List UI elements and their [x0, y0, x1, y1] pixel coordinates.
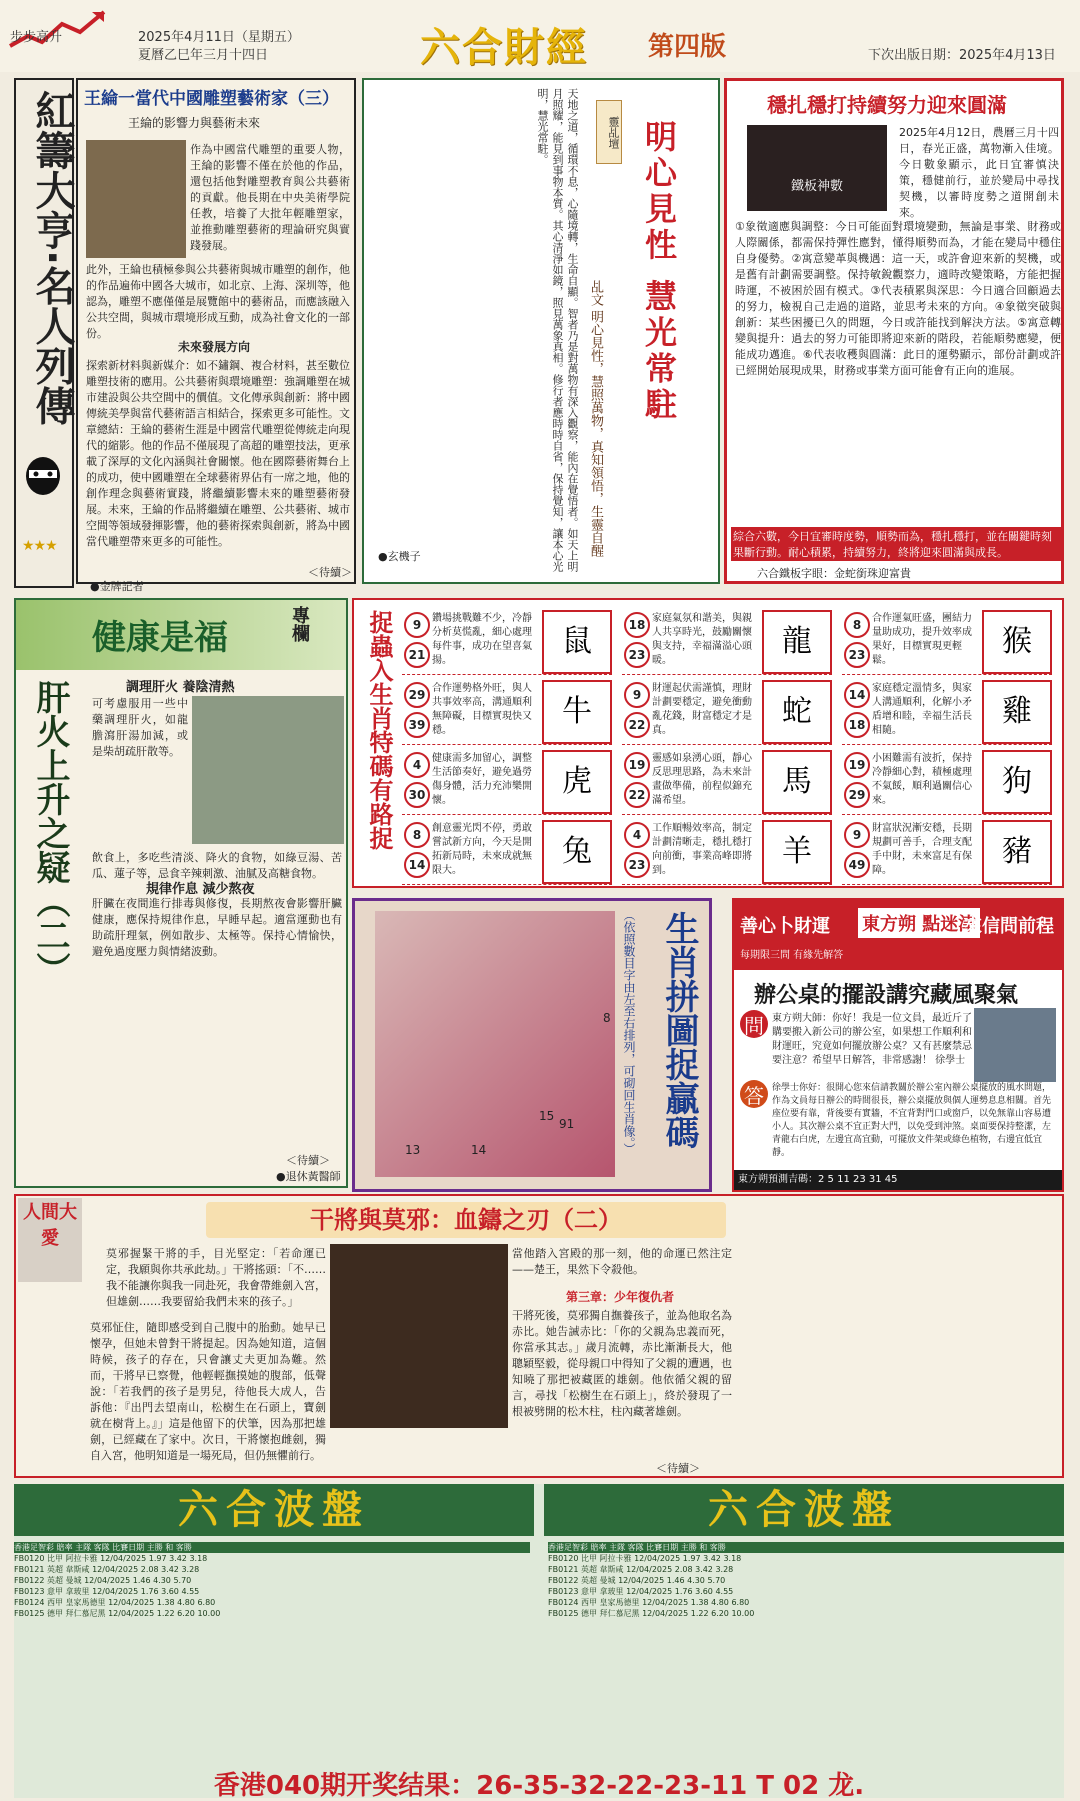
odds-table-left — [14, 1542, 530, 1619]
master-photo — [974, 1008, 1056, 1082]
zodiac-animal: 猴 — [982, 610, 1052, 674]
story-title: 干將與莫邪：血鑄之刃（二） — [206, 1202, 726, 1238]
zodiac-text: 工作順暢效率高，制定計劃清晰走，穩扎穩打向前衝，事業高峰即將到。 — [652, 823, 752, 876]
zodiac-text: 健康需多加留心，調整生活節奏好，避免過勞傷身體，活力充沛樂開懷。 — [432, 753, 532, 806]
article-paragraph: ①象徵適應與調整：今日可能面對環境變動，無論是事業、財務或人際關係，都需保持彈性應對，懂得順勢而為，才能在變局中穩住自身優勢。②寓意變革與機遇：這一天，或許會迎來新的契機，或是舊有計劃需要調整。保持敏銳觀察力，適時改變策略，方能把握時運，不被困於固有模式。③代表積累與深思：今日適合回顧過去的努力，檢視自己走過的道路，並思考未來的方向。④象徵突破與創新：某些困擾已久的問題，今日或許能找到解決方法。⑤寓意轉變與提升：過去的努力可能即將迎來新的階段，若能順勢應變，便能成功邁進。⑥代表收穫與圓滿：此日的運勢顯示，部份計劃或許已經開始展現成果，財務或事業方面可能會有正向的進展。 — [735, 220, 1061, 377]
zodiac-animal: 雞 — [982, 680, 1052, 744]
zodiac-animal: 羊 — [762, 820, 832, 884]
zodiac-number: 14 — [404, 852, 430, 878]
zodiac-text: 鑽場挑戰難不少，冷靜分析莫慌亂，細心處理每件事，成功在望喜氣揚。 — [432, 613, 532, 666]
zodiac-number: 21 — [404, 642, 430, 668]
article-author: ●退休黃醫師 — [276, 1170, 341, 1183]
oracle-poem: 乩文 明心見性，慧照萬物，真知領悟，生靈自醒 — [588, 280, 603, 558]
zodiac-text: 創意靈光閃不停，勇敢嘗試新方向，今天是開拓新局時，未來成就無限大。 — [432, 823, 532, 876]
puzzle-grid[interactable] — [375, 911, 615, 1177]
zodiac-number: 18 — [624, 612, 650, 638]
celebrity-banner — [14, 78, 74, 588]
legend-story — [14, 1194, 1064, 1478]
consult-label-2: 東方朔 點迷津 — [858, 908, 980, 938]
puzzle-subtitle: （依照數目字由左至右排列，可砌回生肖像。） — [622, 909, 636, 1155]
consult-header — [734, 900, 1062, 970]
question-badge: 問 — [740, 1010, 768, 1038]
story-paragraph: 當他踏入宮殿的那一刻，他的命運已然注定——楚王，果然下令殺他。 — [512, 1247, 732, 1276]
spiritual-article — [362, 78, 720, 584]
edition-label: 第四版 — [648, 32, 727, 62]
zodiac-number: 18 — [844, 712, 870, 738]
article-heading: 未來發展方向 — [178, 340, 251, 354]
abacus-image — [747, 125, 887, 211]
story-paragraph: 莫邪握緊干將的手，目光堅定：「若命運已定，我願與你共承此劫。」干將搖頭：「不……我不能讓你與我一同赴死，我會帶維劍入宮，但雄劍……我要留給我們未來的孩子。」 — [106, 1247, 326, 1308]
article-author: ●金牌記者 — [90, 580, 144, 593]
to-be-continued: ＜待續＞ — [656, 1462, 700, 1475]
zodiac-number: 29 — [844, 782, 870, 808]
story-side-label: 人間大愛 — [18, 1198, 82, 1282]
zodiac-animal: 狗 — [982, 750, 1052, 814]
article-paragraph: 作為中國當代雕塑的重要人物，王綸的影響不僅在於他的作品，還包括他對雕塑教育與公共藝術的貢獻。他長期在中央美術學院任教，培養了大批年輕雕塑家，並推動雕塑藝術的理論研究與實踐發展。 — [190, 143, 350, 252]
table-row: FB0123 意甲 拿玻里 12/04/2025 1.76 3.60 4.55 — [14, 1587, 200, 1596]
zodiac-number: 19 — [624, 752, 650, 778]
story-chapter: 第三章：少年復仇者 — [566, 1290, 675, 1304]
logo-text: 步步高升 — [10, 30, 63, 45]
page-header — [0, 0, 1080, 72]
zodiac-puzzle — [352, 898, 712, 1192]
article-paragraph: 飲食上，多吃些清淡、降火的食物，如綠豆湯、苦瓜、蓮子等，忌食辛辣刺激、油膩及高糖食物。 — [92, 851, 342, 880]
table-row: FB0122 英超 曼城 12/04/2025 1.46 4.30 5.70 — [14, 1576, 192, 1585]
article-paragraph: 2025年4月12日，農曆三月十四日，春光正盛，萬物漸入佳境。今日數象顯示，此日宜審慎決策，穩健前行，並於變局中尋找契機，以審時度勢之道開創未來。 — [899, 126, 1059, 219]
zodiac-number: 23 — [844, 642, 870, 668]
zodiac-number: 9 — [844, 822, 870, 848]
zodiac-text: 財富狀況漸安穩，長期規劃可善手，合理支配手中財，未來富足有保障。 — [872, 823, 972, 876]
answer-text: 徐學士你好：很開心您來信請教關於辦公室內辦公桌擺放的風水問題，作為文員每日辦公的時間很長，辦公桌擺放與個人運勢息息相關。首先座位要有靠，背後要有實牆，不宜背對門口或窗戶，以免無靠山容易遭小人。其次辦公桌不宜正對大門，以免受到沖煞。桌面要保持整潔，左青龍右白虎，左邊宜高宜動，可擺放文件架或綠色植物，右邊宜低宜靜。 — [772, 1083, 1052, 1158]
odds-table-right — [548, 1542, 1064, 1619]
keyword-line: 六合鐵板字眼：金蛇銜珠迎富貴 — [757, 567, 911, 580]
zodiac-title: 捉蟲入生肖特碼有路捉 — [365, 610, 393, 850]
zodiac-cell — [622, 608, 832, 675]
article-heading: 調理肝火 養陰清熱 — [126, 680, 235, 695]
consult-sub: 每期限三問 有緣先解答 — [740, 950, 844, 961]
altar-tag: 靈乩壇 — [596, 100, 622, 164]
puzzle-number: 15 — [539, 1109, 555, 1123]
article-paragraph: 肝臟在夜間進行排毒與修復，長期熬夜會影響肝臟健康，應保持規律作息，早睡早起。適當運動也有助疏肝理氣，例如散步、太極等。保持心情愉快，避免過度壓力與情緒波動。 — [92, 897, 342, 958]
table-header: 香港足智彩 賠率 主隊 客隊 比賽日期 主勝 和 客勝 — [14, 1542, 530, 1553]
health-column — [14, 598, 348, 1188]
article-title: 王綸一當代中國雕塑藝術家（三） — [84, 89, 339, 109]
zodiac-number: 19 — [844, 752, 870, 778]
summary-box: 綜合六數，今日宜審時度勢，順勢而為，穩扎穩打，並在關鍵時刻果斷行動。耐心積累，持續努力，終將迎來圓滿與成長。 — [731, 527, 1061, 561]
lucky-numbers: 東方朔預測吉碼：2 5 11 23 31 45 — [734, 1170, 1062, 1190]
sculptor-photo — [86, 140, 186, 258]
zodiac-number: 39 — [404, 712, 430, 738]
zodiac-number: 23 — [624, 852, 650, 878]
zodiac-number: 22 — [624, 712, 650, 738]
zodiac-section — [352, 598, 1064, 888]
article-author: ●玄機子 — [378, 550, 421, 563]
story-paragraph: 干將死後，莫邪獨自撫養孩子，並為他取名為赤比。她告誡赤比：「你的父親為忠義而死，你當承其志。」歲月流轉，赤比漸漸長大，他聰穎堅毅，從母親口中得知了父親的遭遇，也知曉了那把被藏匿的雄劍。他依循父親的留言，尋找「松樹生在石頭上」，終於發現了一根被劈開的松木柱，柱內藏著雄劍。 — [512, 1309, 732, 1418]
zodiac-number: 4 — [404, 752, 430, 778]
consult-label-1: 善心卜財運 — [740, 916, 830, 937]
fortune-consult — [732, 898, 1064, 1192]
puzzle-number: 14 — [471, 1143, 487, 1157]
table-row: FB0120 比甲 阿拉卡雅 12/04/2025 1.97 3.42 3.18 — [548, 1554, 742, 1563]
story-illustration — [330, 1244, 508, 1428]
football-title-left: 六合波盤 — [14, 1484, 534, 1536]
zodiac-animal: 馬 — [762, 750, 832, 814]
zodiac-number: 8 — [404, 822, 430, 848]
zodiac-animal: 虎 — [542, 750, 612, 814]
zodiac-text: 家庭氣氛和諧美，與親人共享時光，鼓勵關懷與支持，幸福滿溢心頭暖。 — [652, 613, 752, 666]
table-row: FB0125 德甲 拜仁慕尼黑 12/04/2025 1.22 6.20 10.00 — [14, 1609, 221, 1618]
consult-title: 辦公桌的擺設講究藏風聚氣 — [754, 983, 1019, 1008]
puzzle-number: 91 — [559, 1117, 575, 1131]
table-row: FB0125 德甲 拜仁慕尼黑 12/04/2025 1.22 6.20 10.00 — [548, 1609, 755, 1618]
zodiac-animal: 豬 — [982, 820, 1052, 884]
puzzle-number: 8 — [603, 1011, 611, 1025]
answer-badge: 答 — [740, 1080, 768, 1108]
stars-icon: ★★★ — [22, 538, 57, 554]
draw-result: 香港040期开奖结果：26-35-32-22-23-11 T 02 龙. — [213, 1771, 865, 1801]
zodiac-cell — [622, 818, 832, 885]
consult-label-3: 來信問前程 — [964, 916, 1054, 937]
puzzle-number: 13 — [405, 1143, 421, 1157]
table-row: FB0121 英超 韋斯咸 12/04/2025 2.08 3.42 3.28 — [548, 1565, 734, 1574]
zodiac-number: 29 — [404, 682, 430, 708]
article-body: 天地之道，循環不息，心隨境轉，生命自顯。智者乃是對萬物有深入觀察，能內在覺悟者。如天上明月照耀，能見到事物本質。其心清淨如鏡，照見萬象真相。修行者應時時自省，保持覺知，讓本心光明，慧光常駐。 — [536, 88, 579, 572]
article-subtitle: 王綸的影響力與藝術未來 — [128, 116, 261, 130]
doctor-photo — [192, 696, 344, 844]
article-title: 明心見性 慧光常駐 — [640, 120, 678, 424]
masked-face-icon — [24, 456, 62, 496]
football-odds — [14, 1484, 1064, 1801]
zodiac-cell — [842, 748, 1052, 815]
zodiac-text: 財運起伏需謹慎，理財計劃要穩定，避免衝動亂花錢，財富穩定才是真。 — [652, 683, 752, 736]
article-paragraph: 此外，王綸也積極參與公共藝術與城市雕塑的創作，他的作品遍佈中國各大城市，如北京、上海、深圳等，他認為，雕塑不應僅僅是展覽館中的藝術品，而應該融入公共空間，與城市環境形成互動，成為社會文化的一部份。 — [86, 263, 350, 340]
sculptor-article — [76, 78, 356, 584]
paper-title: 六合財經 — [420, 25, 588, 71]
zodiac-animal: 兔 — [542, 820, 612, 884]
table-row: FB0123 意甲 拿玻里 12/04/2025 1.76 3.60 4.55 — [548, 1587, 734, 1596]
date-lunar: 夏曆乙巳年三月十四日 — [138, 48, 269, 63]
article-paragraph: 可考慮服用一些中藥調理肝火，如龍膽瀉肝湯加減，或是柴胡疏肝散等。 — [92, 697, 188, 758]
article-title: 肝火上升之疑（二） — [30, 680, 70, 986]
story-paragraph: 莫邪怔住，隨即感受到自己腹中的胎動。她早已懷孕，但她未曾對干將提起。因為她知道，這個時候，孩子的存在，只會讓丈夫更加為難。然而，干將早已察覺，他輕輕撫摸她的腹部，低聲說：「若我們的孩子是男兒，待他長大成人，告訴他：『出門去望南山，松樹生在石頭上，寶劍就在樹背上。』」這是他留下的伏筆，因為那把雄劍，已經藏在了家中。次日，干將懷抱雌劍，獨自入宮，他明知道是一場死局，但仍無懼前行。 — [90, 1321, 326, 1462]
zodiac-cell — [402, 818, 612, 885]
zodiac-animal: 牛 — [542, 680, 612, 744]
column-label: 專欄 — [289, 606, 310, 642]
zodiac-cell — [402, 608, 612, 675]
numerology-article — [724, 78, 1064, 584]
zodiac-number: 9 — [624, 682, 650, 708]
column-title: 健康是福 — [92, 618, 228, 658]
zodiac-cell — [622, 748, 832, 815]
zodiac-text: 家庭穩定溫情多，與家人溝通順利，化解小矛盾增和睦，幸福生活長相隨。 — [872, 683, 972, 736]
article-heading: 規律作息 減少熬夜 — [146, 882, 255, 897]
next-issue-date: 下次出版日期：2025年4月13日 — [868, 48, 1056, 63]
zodiac-cell — [842, 818, 1052, 885]
article-title: 穩扎穩打持續努力迎來圓滿 — [767, 93, 1007, 117]
puzzle-title: 生肖拼圖捉贏碼 — [659, 911, 699, 1149]
table-row: FB0121 英超 韋斯咸 12/04/2025 2.08 3.42 3.28 — [14, 1565, 200, 1574]
article-paragraph: 探索新材料與新媒介：如不鏽鋼、複合材料，甚至數位雕塑技術的應用。公共藝術與環境雕塑：強調雕塑在城市建設與公共空間中的價值。文化傳承與創新：將中國傳統美學與當代藝術語言相結合，探索更多可能性。文章總結：王綸的藝術生涯是中國當代雕塑從傳統走向現代的縮影。他的作品不僅展現了高超的雕塑技法，更承載了深厚的文化內涵與社會關懷。他在國際藝術舞台上的成功，使中國雕塑在全球藝術界佔有一席之地，他的創作理念與藝術實踐，將繼續影響未來的雕塑藝術發展。未來，王綸的作品將繼續在雕塑、公共藝術、城市空間等領域發揮影響，他的藝術探索與創新，將為中國當代雕塑帶來更多的可能性。 — [86, 359, 350, 548]
zodiac-cell — [842, 608, 1052, 675]
zodiac-cell — [402, 748, 612, 815]
zodiac-text: 靈感如泉湧心頭，靜心反思理思路，為未來計畫做準備，前程似錦充滿希望。 — [652, 753, 752, 806]
date-gregorian: 2025年4月11日（星期五） — [138, 30, 300, 45]
zodiac-number: 9 — [404, 612, 430, 638]
question-text: 東方朔大師：你好！我是一位文員，最近斤了購要搬入新公司的辦公室，如果想工作順利和財運旺，究竟如何擺放辦公桌？又有甚麼禁忌要注意？希望早日解答，非常感謝！ 徐學士 — [772, 1013, 972, 1066]
zodiac-number: 14 — [844, 682, 870, 708]
zodiac-cell — [402, 678, 612, 745]
zodiac-number: 30 — [404, 782, 430, 808]
banner-title: 紅籌大亨·名人列傳 — [29, 90, 75, 426]
to-be-continued: ＜待續＞ — [286, 1154, 330, 1167]
table-row: FB0124 西甲 皇家馬德里 12/04/2025 1.38 4.80 6.80 — [548, 1598, 750, 1607]
table-header: 香港足智彩 賠率 主隊 客隊 比賽日期 主勝 和 客勝 — [548, 1542, 1064, 1553]
zodiac-animal: 鼠 — [542, 610, 612, 674]
zodiac-number: 22 — [624, 782, 650, 808]
zodiac-cell — [842, 678, 1052, 745]
zodiac-animal: 龍 — [762, 610, 832, 674]
football-title-right: 六合波盤 — [544, 1484, 1064, 1536]
to-be-continued: ＜待續＞ — [308, 566, 352, 579]
zodiac-cell — [622, 678, 832, 745]
table-row: FB0122 英超 曼城 12/04/2025 1.46 4.30 5.70 — [548, 1576, 726, 1585]
zodiac-text: 小困難需有波折，保持冷靜細心對，積極處理不氣餒，順利過關信心來。 — [872, 753, 972, 806]
table-row: FB0120 比甲 阿拉卡雅 12/04/2025 1.97 3.42 3.18 — [14, 1554, 208, 1563]
abacus-label: 鐵板神數 — [790, 179, 843, 194]
zodiac-number: 4 — [624, 822, 650, 848]
zodiac-number: 23 — [624, 642, 650, 668]
zodiac-text: 合作運氣旺盛，團結力量助成功，提升效率成果好，目標實現更輕鬆。 — [872, 613, 972, 666]
zodiac-number: 49 — [844, 852, 870, 878]
table-row: FB0124 西甲 皇家馬德里 12/04/2025 1.38 4.80 6.80 — [14, 1598, 216, 1607]
zodiac-number: 8 — [844, 612, 870, 638]
zodiac-text: 合作運勢格外旺，與人共事效率高，溝通順利無障礙，目標實現快又穩。 — [432, 683, 532, 736]
zodiac-animal: 蛇 — [762, 680, 832, 744]
